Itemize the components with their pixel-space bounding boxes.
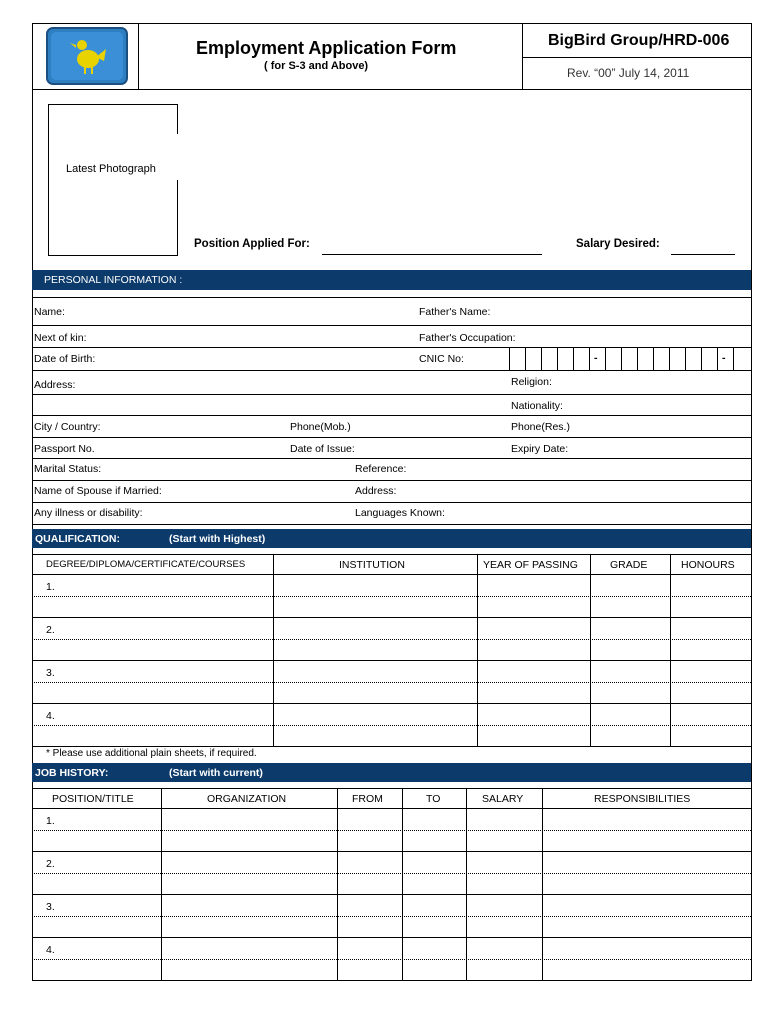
job-col-to: TO <box>426 793 441 805</box>
job-history-header: JOB HISTORY: (Start with current) <box>32 763 751 782</box>
company-logo <box>46 27 128 85</box>
position-applied-label: Position Applied For: <box>194 238 310 250</box>
qual-col-institution: INSTITUTION <box>339 559 405 571</box>
date-of-issue-label: Date of Issue: <box>290 443 355 455</box>
job-row-3: 3. <box>46 901 55 913</box>
salary-desired-field[interactable] <box>671 254 735 255</box>
job-row-4: 4. <box>46 944 55 956</box>
cnic-label: CNIC No: <box>419 353 464 365</box>
job-row-2: 2. <box>46 858 55 870</box>
marital-status-label: Marital Status: <box>34 463 102 475</box>
qual-col-year: YEAR OF PASSING <box>483 559 578 571</box>
form-title: Employment Application Form <box>196 38 457 58</box>
phone-residence-label: Phone(Res.) <box>511 421 570 433</box>
qual-row-4: 4. <box>46 710 55 722</box>
photo-placeholder-label: Latest Photograph <box>66 163 156 175</box>
qual-col-grade: GRADE <box>610 559 648 571</box>
passport-label: Passport No. <box>34 443 95 455</box>
job-col-position: POSITION/TITLE <box>52 793 134 805</box>
job-col-organization: ORGANIZATION <box>207 793 287 805</box>
phone-mobile-label: Phone(Mob.) <box>290 421 351 433</box>
illness-label: Any illness or disability: <box>34 507 143 519</box>
job-col-from: FROM <box>352 793 383 805</box>
spouse-name-label: Name of Spouse if Married: <box>34 485 162 497</box>
name-label: Name: <box>34 306 65 318</box>
document-code: BigBird Group/HRD-006 <box>548 32 730 49</box>
reference-address-label: Address: <box>355 485 397 497</box>
next-of-kin-label: Next of kin: <box>34 332 87 344</box>
salary-desired-label: Salary Desired: <box>576 238 660 250</box>
qualification-header: QUALIFICATION: (Start with Highest) <box>32 529 751 548</box>
revision-date: Rev. “00” July 14, 2011 <box>567 66 690 80</box>
qual-row-2: 2. <box>46 624 55 636</box>
religion-label: Religion: <box>511 376 552 388</box>
address-label: Address: <box>34 379 76 391</box>
languages-label: Languages Known: <box>355 507 445 519</box>
reference-label: Reference: <box>355 463 407 475</box>
nationality-label: Nationality: <box>511 400 563 412</box>
job-col-salary: SALARY <box>482 793 524 805</box>
fathers-name-label: Father's Name: <box>419 306 491 318</box>
job-col-responsibilities: RESPONSIBILITIES <box>594 793 691 805</box>
expiry-date-label: Expiry Date: <box>511 443 569 455</box>
qual-col-degree: DEGREE/DIPLOMA/CERTIFICATE/COURSES <box>46 559 246 570</box>
qual-row-3: 3. <box>46 667 55 679</box>
city-country-label: City / Country: <box>34 421 101 433</box>
position-applied-field[interactable] <box>322 254 542 255</box>
qualification-footnote: * Please use additional plain sheets, if required. <box>46 748 257 759</box>
personal-info-header: PERSONAL INFORMATION : <box>32 270 751 290</box>
fathers-occupation-label: Father's Occupation: <box>419 332 516 344</box>
job-row-1: 1. <box>46 815 55 827</box>
qual-row-1: 1. <box>46 581 55 593</box>
qual-col-honours: HONOURS <box>681 559 735 571</box>
dob-label: Date of Birth: <box>34 353 96 365</box>
form-subtitle: ( for S-3 and Above) <box>264 60 369 72</box>
